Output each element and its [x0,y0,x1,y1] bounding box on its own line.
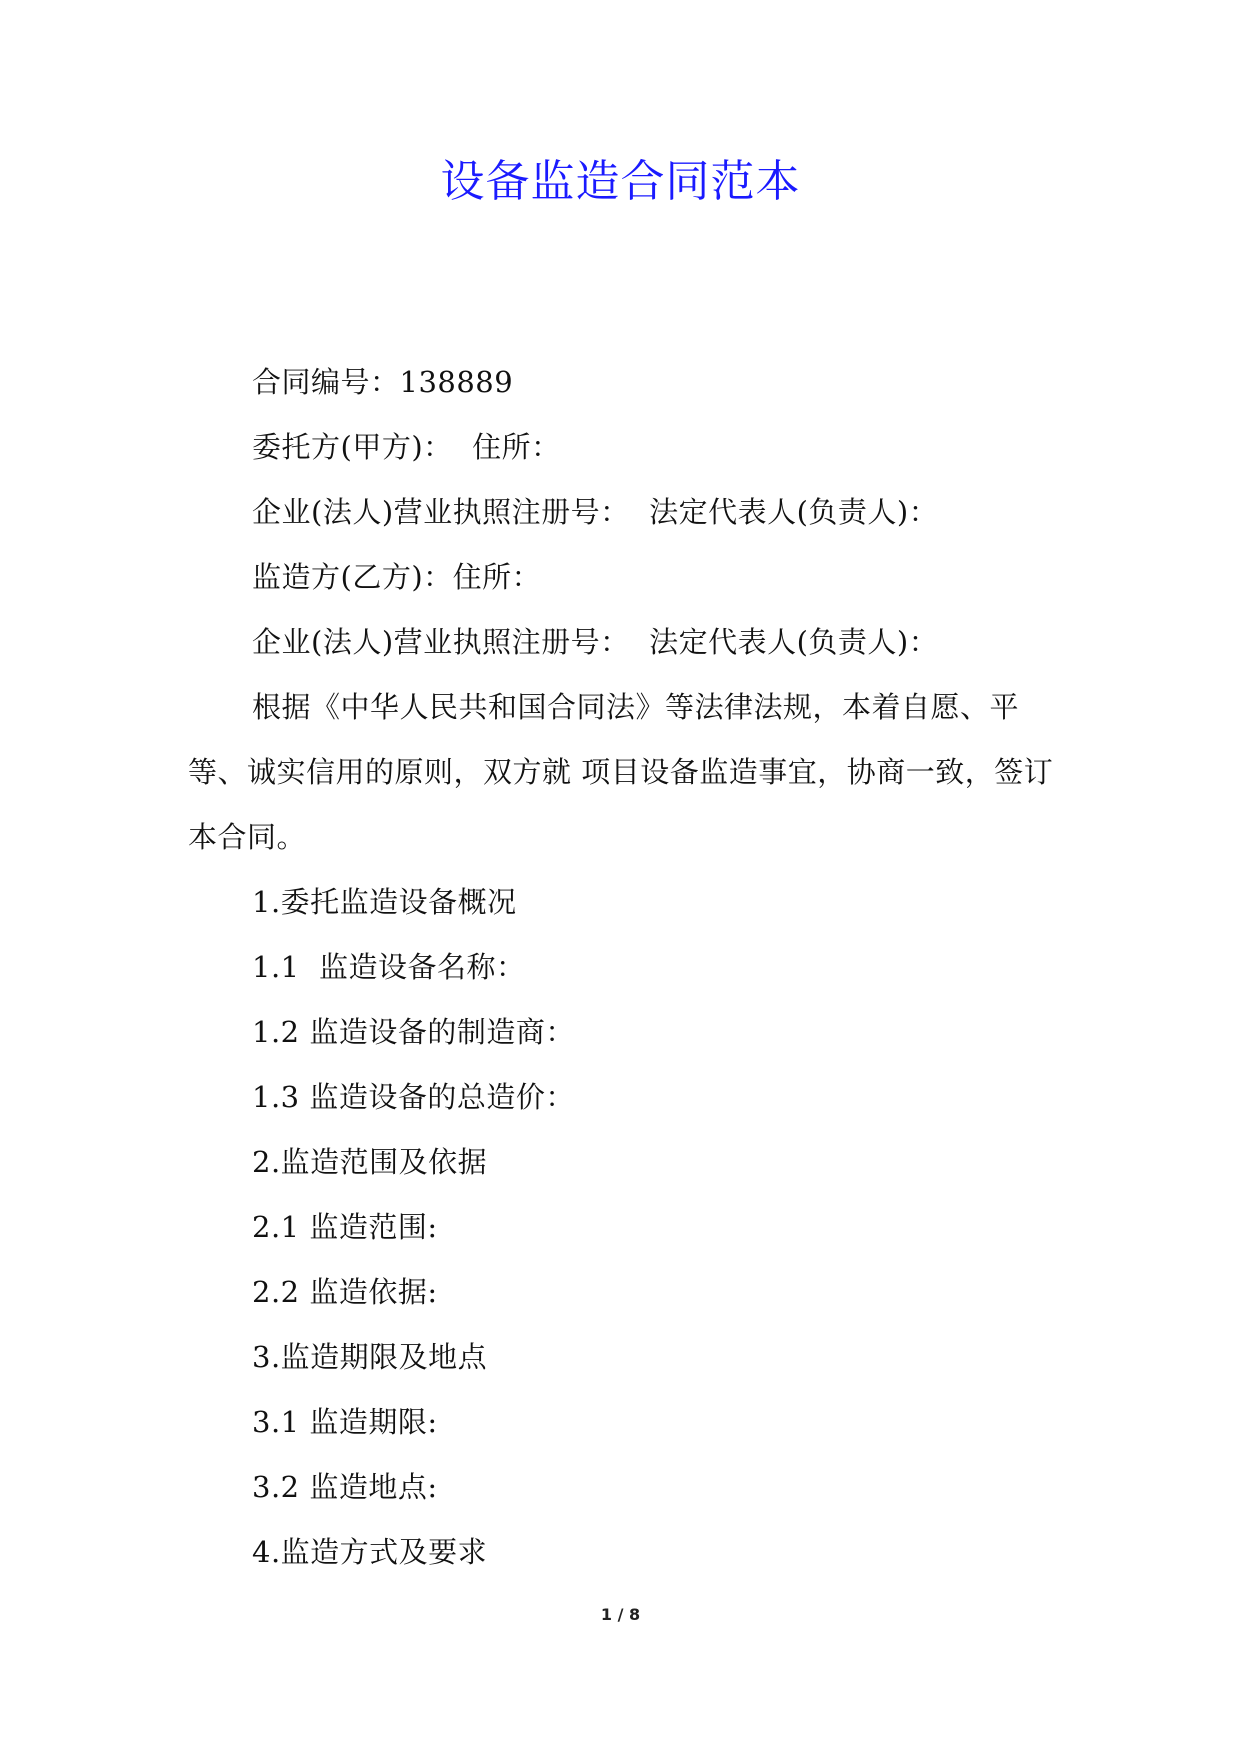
paragraph-preamble: 根据《中华人民共和国合同法》等法律法规，本着自愿、平等、诚实信用的原则，双方就 项目设备监造事宜，协商一致，签订本合同。 [188,690,1054,854]
clause-2-2: 2.2 监造依据: [252,1275,438,1309]
section-heading-4: 4.监造方式及要求 [252,1535,488,1569]
section-heading-2: 2.监造范围及依据 [252,1145,488,1179]
paragraph-party-b: 监造方(乙方)：住所： [252,560,542,594]
page-number: 1 / 8 [600,1605,641,1624]
clause-1-3: 1.3 监造设备的总造价： [252,1080,575,1114]
clause-3-1: 3.1 监造期限: [252,1405,438,1439]
clause-1-1: 1.1 监造设备名称： [252,950,526,984]
clause-3-2: 3.2 监造地点: [252,1470,438,1504]
section-heading-3: 3.监造期限及地点 [252,1340,488,1374]
document-body [188,350,1058,1585]
paragraph-party-a: 委托方(甲方)： 住所： [252,430,561,464]
paragraph-party-a-registration: 企业(法人)营业执照注册号： 法定代表人(负责人)： [252,495,939,529]
clause-2-1: 2.1 监造范围: [252,1210,438,1244]
document-title: 设备监造合同范本 [440,156,801,207]
paragraph-contract-number: 合同编号：138889 [252,365,514,399]
section-heading-1: 1.委托监造设备概况 [252,885,517,919]
paragraph-party-b-registration: 企业(法人)营业执照注册号： 法定代表人(负责人)： [252,625,939,659]
clause-1-2: 1.2 监造设备的制造商： [252,1015,575,1049]
